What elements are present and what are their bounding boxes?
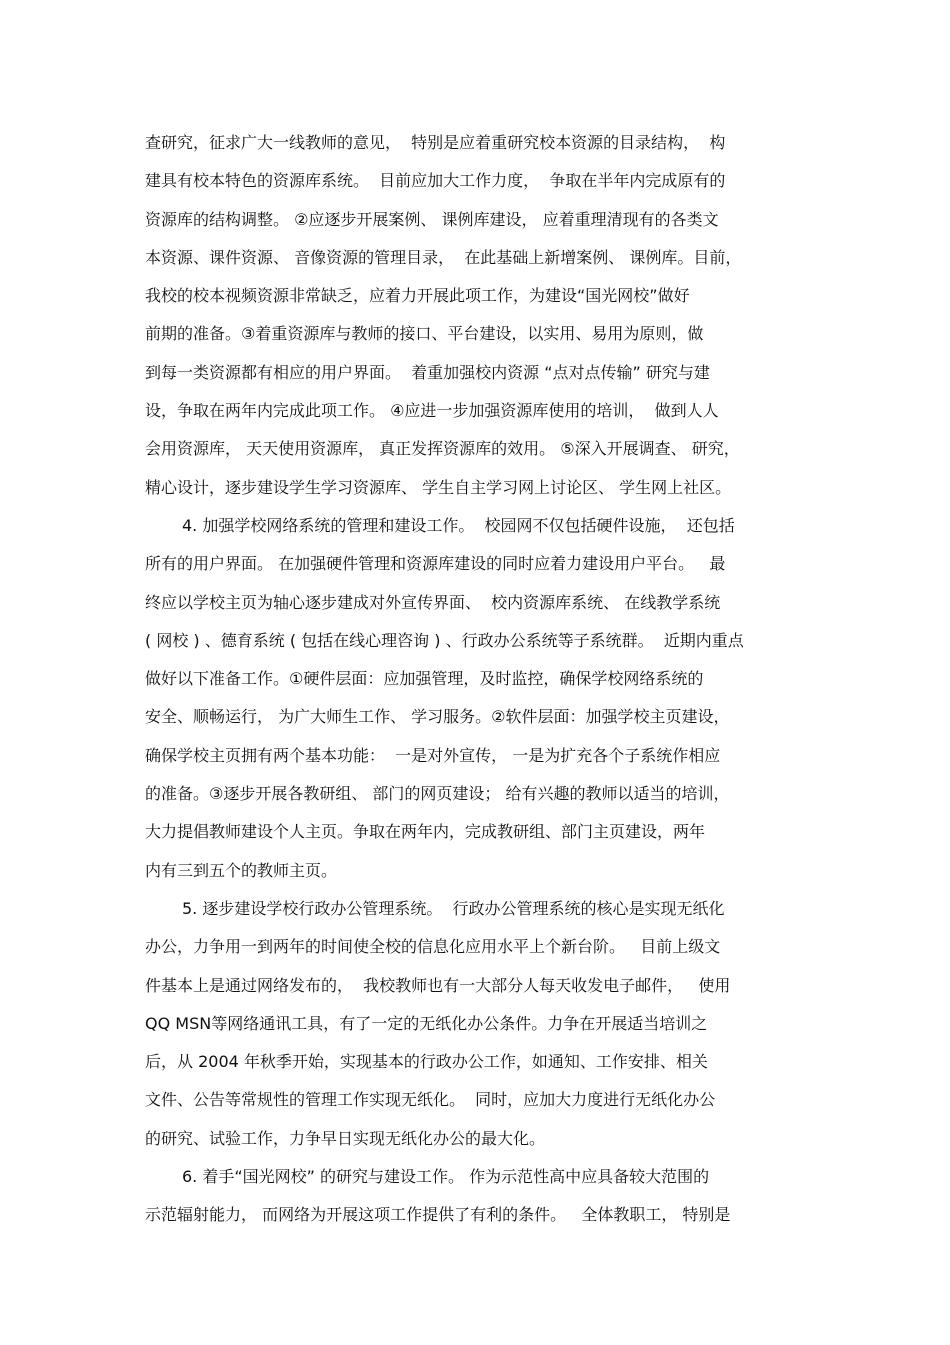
text-line: 会用资源库， 天天使用资源库， 真正发挥资源库的效用。 ⑤深入开展调查、 研究， — [145, 439, 740, 459]
text-line: 到每一类资源都有相应的用户界面。 着重加强校内资源 “点对点传输” 研究与建 — [145, 362, 710, 382]
text-line: 内有三到五个的教师主页。 — [145, 860, 338, 880]
document-body — [145, 124, 810, 1235]
text-line: 安全、顺畅运行， 为广大师生工作、 学习服务。②软件层面：加强学校主页建设， — [145, 707, 730, 727]
text-line: 我校的校本视频资源非常缺乏，应着力开展此项工作，为建设“国光网校”做好 — [145, 286, 690, 306]
text-line: 做好以下准备工作。①硬件层面：应加强管理，及时监控，确保学校网络系统的 — [145, 669, 704, 689]
text-line: 件基本上是通过网络发布的， 我校教师也有一大部分人每天收发电子邮件， 使用 — [145, 975, 731, 995]
text-line: 大力提倡教师建设个人主页。争取在两年内，完成教研组、部门主页建设，两年 — [145, 822, 706, 842]
paragraph-first-line: 6. 着手“国光网校” 的研究与建设工作。 作为示范性高中应具备较大范围的 — [182, 1167, 710, 1187]
text-line: 示范辐射能力， 而网络为开展这项工作提供了有利的条件。 全体教职工， 特别是 — [145, 1205, 731, 1225]
paragraph-first-line: 5. 逐步建设学校行政办公管理系统。 行政办公管理系统的核心是实现无纸化 — [182, 898, 725, 918]
text-line: QQ MSN等网络通讯工具，有了一定的无纸化办公条件。力争在开展适当培训之 — [145, 1013, 708, 1033]
text-line: ( 网校 ) 、德育系统 ( 包括在线心理咨询 ) 、行政办公系统等子系统群。 近期内重点 — [145, 630, 744, 650]
text-line: 查研究，征求广大一线教师的意见， 特别是应着重研究校本资源的目录结构， 构 — [145, 133, 726, 152]
text-line: 所有的用户界面。 在加强硬件管理和资源库建设的同时应着力建设用户平台。 最 — [145, 554, 726, 574]
text-line: 设，争取在两年内完成此项工作。 ④应进一步加强资源库使用的培训， 做到人人 — [145, 401, 719, 421]
paragraph-first-line: 4. 加强学校网络系统的管理和建设工作。 校园网不仅包括硬件设施， 还包括 — [182, 515, 735, 535]
text-line: 终应以学校主页为轴心逐步建成对外宣传界面、 校内资源库系统、 在线教学系统 — [145, 592, 721, 612]
text-line: 文件、公告等常规性的管理工作实现无纸化。 同时，应加大力度进行无纸化办公 — [145, 1090, 716, 1110]
text-line: 办公，力争用一到两年的时间使全校的信息化应用水平上个新台阶。 目前上级文 — [145, 937, 721, 957]
text-line: 确保学校主页拥有两个基本功能： 一是对外宣传， 一是为扩充各个子系统作相应 — [145, 745, 721, 765]
text-line: 后，从 2004 年秋季开始，实现基本的行政办公工作，如通知、工作安排、相关 — [145, 1052, 708, 1072]
text-line: 精心设计，逐步建设学生学习资源库、 学生自主学习网上讨论区、 学生网上社区。 — [145, 477, 732, 497]
text-line: 的研究、试验工作，力争早日实现无纸化办公的最大化。 — [145, 1128, 546, 1148]
text-line: 本资源、课件资源、 音像资源的管理目录， 在此基础上新增案例、 课例库。目前， — [145, 247, 742, 267]
text-line: 的准备。③逐步开展各教研组、 部门的网页建设； 给有兴趣的教师以适当的培训， — [145, 784, 730, 804]
text-line: 建具有校本特色的资源库系统。 目前应加大工作力度， 争取在半年内完成原有的 — [145, 171, 726, 191]
text-line: 资源库的结构调整。 ②应逐步开展案例、 课例库建设， 应着重理清现有的各类文 — [145, 209, 719, 229]
text-line: 前期的准备。③着重资源库与教师的接口、平台建设，以实用、易用为原则，做 — [145, 324, 704, 344]
